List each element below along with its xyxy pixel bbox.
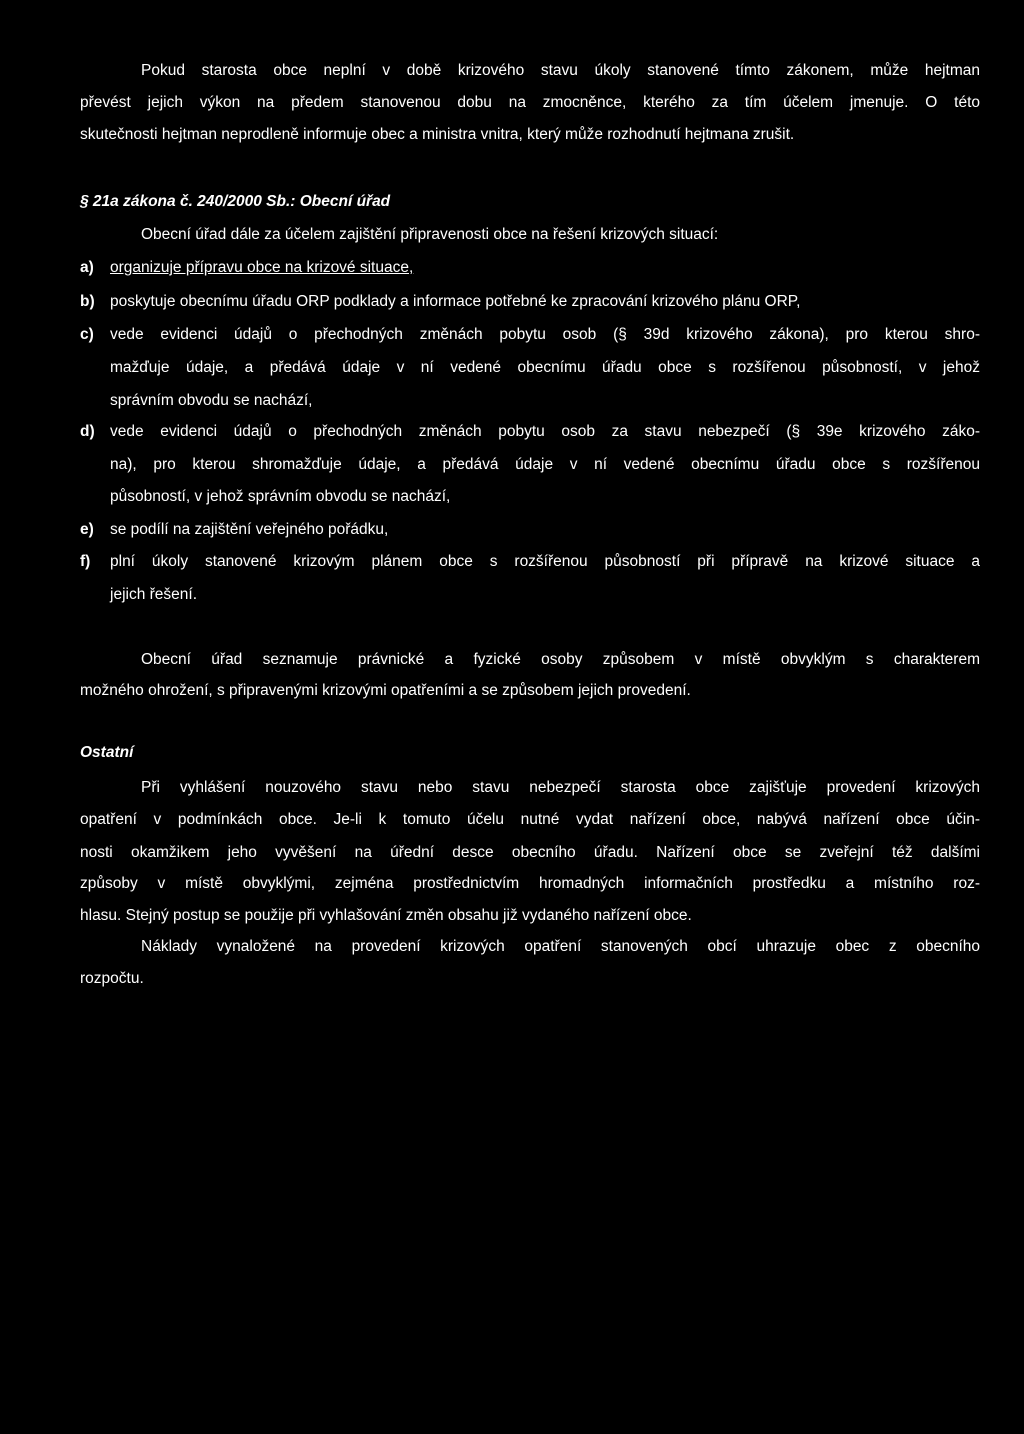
item-d-line-1: vede evidenci údajů o přechodných změnách pobytu osob za stavu nebezpečí (§ 39e krizového záko- [110, 423, 980, 440]
item-f-line-2: jejich řešení. [110, 586, 198, 603]
item-d-line-2: na), pro kterou shromažďuje údaje, a předává údaje v ní vedené obecnímu úřadu obce s rozšířenou [110, 456, 980, 473]
section-para-line-2: možného ohrožení, s připravenými krizovými opatřeními a se způsobem jejich provedení. [80, 682, 691, 699]
intro-line-2: převést jejich výkon na předem stanovenou dobu na zmocněnce, kterého za tím účelem jmenuje. O této [80, 94, 980, 111]
item-c-line-2: mažďuje údaje, a předává údaje v ní vedené obecnímu úřadu obce s rozšířenou působností, v jehož [110, 359, 980, 376]
item-b-line-1: poskytuje obecnímu úřadu ORP podklady a informace potřebné ke zpracování krizového plánu ORP, [110, 293, 801, 310]
item-c-mark: c) [80, 326, 94, 343]
intro-line-3: skutečnosti hejtman neprodleně informuje obec a ministra vnitra, který může rozhodnutí hejtmana zrušit. [80, 126, 795, 143]
item-f-mark: f) [80, 553, 91, 570]
item-d-line-3: působností, v jehož správním obvodu se nachází, [110, 488, 451, 505]
item-d-mark: d) [80, 423, 95, 440]
item-e-line-1: se podílí na zajištění veřejného pořádku, [110, 521, 389, 538]
item-c-line-1: vede evidenci údajů o přechodných změnách pobytu osob (§ 39d krizového zákona), pro kterou shro- [110, 326, 980, 343]
other-heading: Ostatní [80, 744, 134, 761]
other-p1-line-4: způsoby v místě obvyklými, zejména prostřednictvím hromadných informačních prostředku a místního roz- [80, 875, 980, 892]
section-lead: Obecní úřad dále za účelem zajištění připravenosti obce na řešení krizových situací: [141, 226, 719, 243]
document-page [80, 0, 980, 1434]
item-a-mark: a) [80, 259, 94, 276]
intro-line-1: Pokud starosta obce neplní v době krizového stavu úkoly stanovené tímto zákonem, může hejtman [141, 62, 980, 79]
item-f-line-1: plní úkoly stanovené krizovým plánem obce s rozšířenou působností při přípravě na krizové situace a [110, 553, 980, 570]
other-p2-line-2: rozpočtu. [80, 970, 144, 987]
item-c-line-3: správním obvodu se nachází, [110, 392, 313, 409]
item-a-line-1: organizuje přípravu obce na krizové situace, [110, 259, 414, 276]
other-p1-line-3: nosti okamžikem jeho vyvěšení na úřední desce obecního úřadu. Nařízení obce se zveřejní též dalšími [80, 844, 980, 861]
section-para-line-1: Obecní úřad seznamuje právnické a fyzické osoby způsobem v místě obvyklým s charakterem [141, 651, 980, 668]
item-e-mark: e) [80, 521, 94, 538]
other-p2-line-1: Náklady vynaložené na provedení krizových opatření stanovených obcí uhrazuje obec z obecního [141, 938, 980, 955]
other-p1-line-5: hlasu. Stejný postup se použije při vyhlašování změn obsahu již vydaného nařízení obce. [80, 907, 692, 924]
other-p1-line-1: Při vyhlášení nouzového stavu nebo stavu nebezpečí starosta obce zajišťuje provedení krizových [141, 779, 980, 796]
other-p1-line-2: opatření v podmínkách obce. Je-li k tomuto účelu nutné vydat nařízení obce, nabývá nařízení obce účin- [80, 811, 980, 828]
section-heading: § 21a zákona č. 240/2000 Sb.: Obecní úřad [80, 193, 391, 210]
item-b-mark: b) [80, 293, 95, 310]
